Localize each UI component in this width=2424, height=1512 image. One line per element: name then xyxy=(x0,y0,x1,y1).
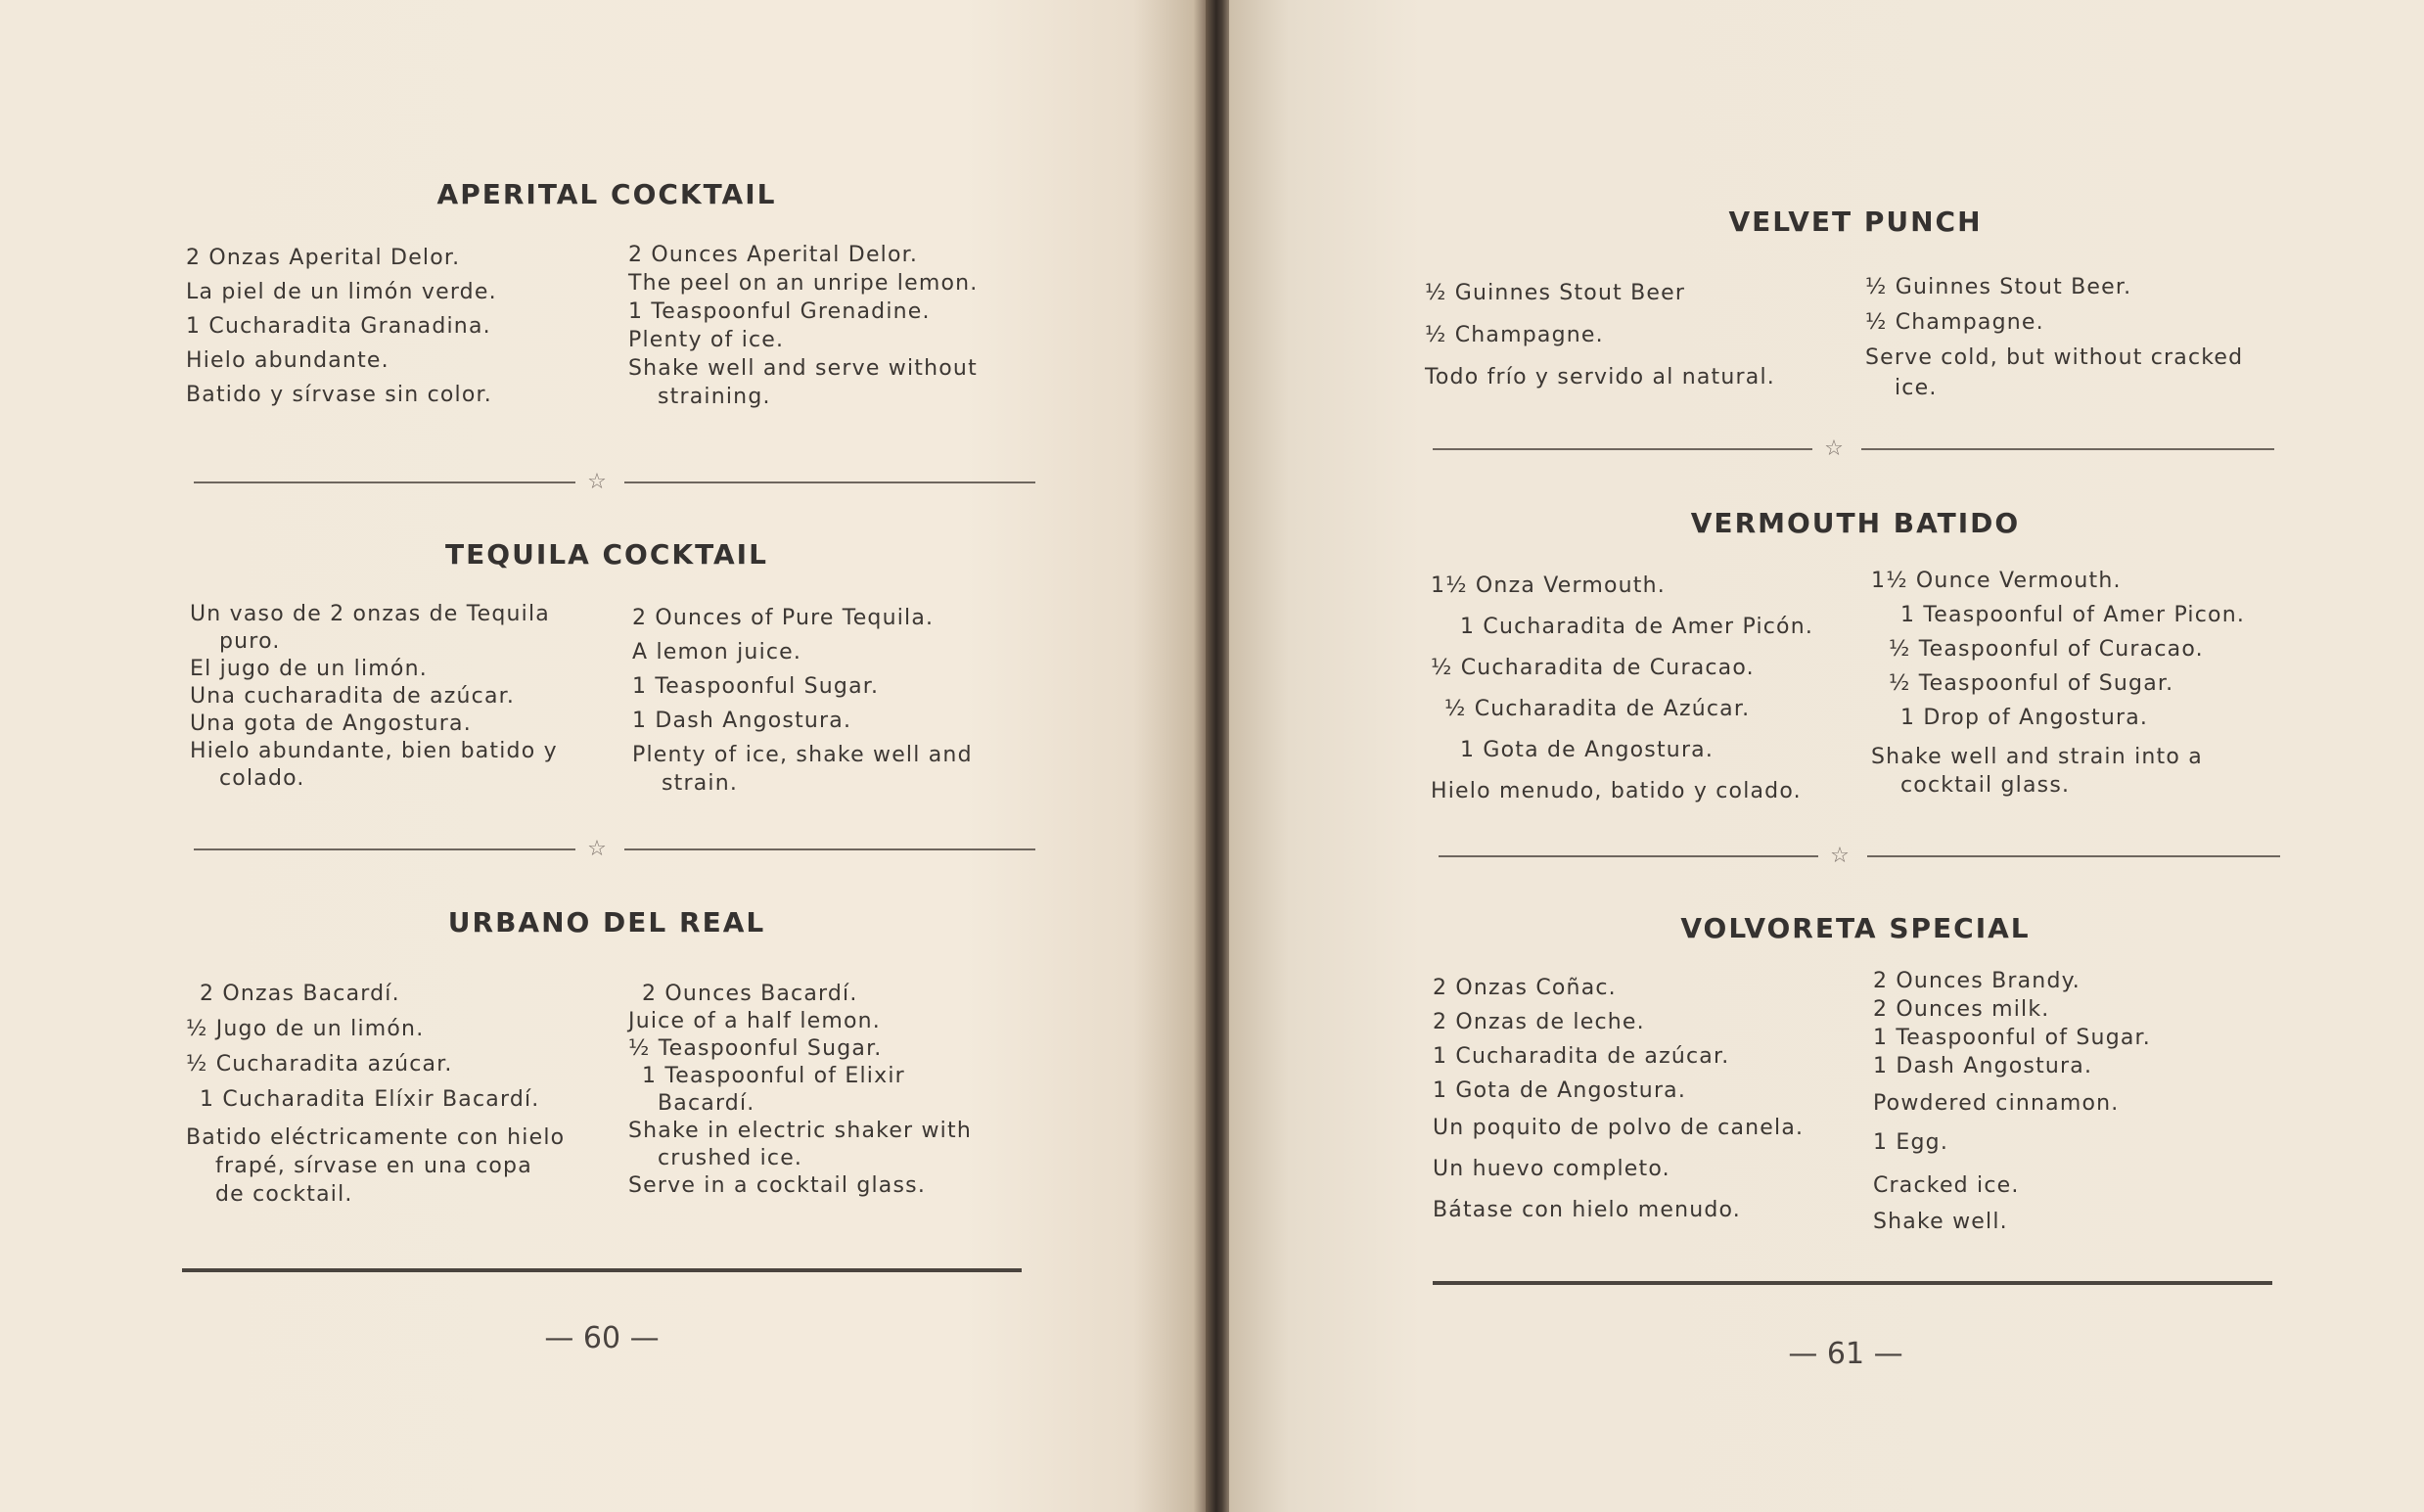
spanish-ingredients xyxy=(190,601,620,793)
ingredient-line: colado. xyxy=(219,766,305,791)
ingredient-line: Serve cold, but without cracked xyxy=(1865,345,2244,370)
ingredient-line: 2 Onzas Bacardí. xyxy=(200,982,400,1006)
ingredient-line: cocktail glass. xyxy=(1900,773,2071,798)
star-icon: ☆ xyxy=(587,470,607,494)
ingredient-line: Plenty of ice, shake well and xyxy=(632,743,973,767)
ingredient-line: 2 Onzas Aperital Delor. xyxy=(186,246,461,270)
ingredient-line: 1 Teaspoonful of Amer Picon. xyxy=(1900,603,2246,627)
ingredient-line: frapé, sírvase en una copa xyxy=(215,1154,532,1178)
ingredient-line: 2 Ounces Aperital Delor. xyxy=(628,243,919,267)
bottom-rule xyxy=(182,1268,1022,1272)
ingredient-line: Hielo menudo, batido y colado. xyxy=(1431,779,1802,803)
recipe-volvoreta-special xyxy=(1425,910,2286,1233)
spanish-ingredients xyxy=(1425,272,1855,398)
ingredient-line: 1 Gota de Angostura. xyxy=(1433,1078,1687,1103)
ingredient-line: 2 Ounces of Pure Tequila. xyxy=(632,606,935,630)
ingredient-line: A lemon juice. xyxy=(632,640,802,664)
ingredient-line: ½ Cucharadita de Azúcar. xyxy=(1444,697,1751,721)
ingredient-line: 1 Gota de Angostura. xyxy=(1460,738,1715,762)
spanish-ingredients xyxy=(1431,566,1871,812)
page-number: — 60 — xyxy=(544,1321,660,1355)
ingredient-line: ½ Teaspoonful of Sugar. xyxy=(1889,671,2174,696)
ingredient-line: 1 Dash Angostura. xyxy=(632,709,852,733)
ingredient-line: crushed ice. xyxy=(658,1146,803,1170)
recipe-tequila-cocktail xyxy=(176,536,1037,810)
ingredient-line: Hielo abundante. xyxy=(186,348,389,373)
ingredient-line: Hielo abundante, bien batido y xyxy=(190,739,558,763)
recipe-urbano-del-real xyxy=(176,904,1037,1217)
recipe-title: VOLVORETA SPECIAL xyxy=(1680,912,2031,944)
ingredient-line: ½ Cucharadita azúcar. xyxy=(186,1052,453,1077)
ingredient-line: 2 Ounces Bacardí. xyxy=(642,982,858,1006)
ingredient-line: puro. xyxy=(219,629,281,654)
ingredient-line: ½ Champagne. xyxy=(1865,310,2044,335)
ingredient-line: ½ Guinnes Stout Beer. xyxy=(1865,275,2132,299)
ingredient-line: Bátase con hielo menudo. xyxy=(1433,1198,1742,1222)
ingredient-line: ½ Cucharadita de Curacao. xyxy=(1431,656,1755,680)
ingredient-line: 1 Egg. xyxy=(1873,1130,1949,1155)
star-separator xyxy=(1439,842,2280,871)
ingredient-line: 2 Ounces Brandy. xyxy=(1873,969,2081,993)
ingredient-line: 1 Teaspoonful Sugar. xyxy=(632,674,880,699)
recipe-aperital-cocktail xyxy=(176,176,1037,421)
ingredient-line: ½ Teaspoonful of Curacao. xyxy=(1889,637,2204,662)
recipe-vermouth-batido xyxy=(1425,505,2286,818)
bottom-rule xyxy=(1433,1281,2272,1285)
ingredient-line: ½ Guinnes Stout Beer xyxy=(1425,281,1686,305)
ingredient-line: 1 Teaspoonful of Sugar. xyxy=(1873,1026,2151,1050)
english-ingredients xyxy=(1865,270,2286,401)
left-page xyxy=(0,0,1206,1512)
ingredient-line: 1 Dash Angostura. xyxy=(1873,1054,2093,1078)
ingredient-line: 1½ Ounce Vermouth. xyxy=(1871,569,2122,593)
english-ingredients xyxy=(1873,967,2294,1239)
ingredient-line: Un poquito de polvo de canela. xyxy=(1433,1116,1805,1140)
ingredient-line: Batido y sírvase sin color. xyxy=(186,383,492,407)
ingredient-line: 1 Cucharadita de azúcar. xyxy=(1433,1044,1730,1069)
ingredient-line: Plenty of ice. xyxy=(628,328,785,352)
ingredient-line: strain. xyxy=(662,771,739,796)
ingredient-line: Todo frío y servido al natural. xyxy=(1425,365,1775,389)
ingredient-line: ice. xyxy=(1895,376,1938,400)
page-number: — 61 — xyxy=(1788,1337,1903,1371)
spanish-ingredients xyxy=(1433,971,1873,1231)
ingredient-line: 2 Onzas de leche. xyxy=(1433,1010,1645,1034)
ingredient-line: The peel on an unripe lemon. xyxy=(628,271,979,296)
star-icon: ☆ xyxy=(587,837,607,861)
spanish-ingredients xyxy=(186,977,617,1209)
ingredient-line: Juice of a half lemon. xyxy=(628,1009,881,1033)
ingredient-line: ½ Jugo de un limón. xyxy=(186,1017,425,1041)
spanish-ingredients xyxy=(186,241,617,412)
recipe-title: TEQUILA COCKTAIL xyxy=(445,538,768,571)
recipe-title: APERITAL COCKTAIL xyxy=(436,178,777,210)
ingredient-line: ½ Champagne. xyxy=(1425,323,1604,347)
ingredient-line: Batido eléctricamente con hielo xyxy=(186,1125,566,1150)
ingredient-line: 1 Teaspoonful of Elixir xyxy=(642,1064,905,1088)
ingredient-line: Un huevo completo. xyxy=(1433,1157,1670,1181)
ingredient-line: Una gota de Angostura. xyxy=(190,711,472,736)
ingredient-line: 1 Cucharadita de Amer Picón. xyxy=(1460,615,1814,639)
star-separator xyxy=(1433,435,2274,464)
ingredient-line: 1 Cucharadita Granadina. xyxy=(186,314,491,339)
ingredient-line: Powdered cinnamon. xyxy=(1873,1091,2120,1116)
ingredient-line: Serve in a cocktail glass. xyxy=(628,1173,927,1198)
ingredient-line: Bacardí. xyxy=(658,1091,755,1116)
english-ingredients xyxy=(628,981,1039,1200)
ingredient-line: Shake well and serve without xyxy=(628,356,978,381)
ingredient-line: Cracked ice. xyxy=(1873,1173,2020,1198)
recipe-title: VELVET PUNCH xyxy=(1728,206,1983,238)
ingredient-line: 1 Cucharadita Elíxir Bacardí. xyxy=(200,1087,540,1112)
star-separator xyxy=(194,468,1035,497)
ingredient-line: La piel de un limón verde. xyxy=(186,280,497,304)
english-ingredients xyxy=(1871,564,2292,800)
english-ingredients xyxy=(632,601,1043,801)
star-separator xyxy=(194,835,1035,864)
star-icon: ☆ xyxy=(1824,436,1844,461)
ingredient-line: Shake well. xyxy=(1873,1210,2008,1234)
ingredient-line: 1 Drop of Angostura. xyxy=(1900,706,2149,730)
star-icon: ☆ xyxy=(1830,844,1850,868)
ingredient-line: 2 Onzas Coñac. xyxy=(1433,976,1617,1000)
right-page xyxy=(1229,0,2424,1512)
ingredient-line: 1 Teaspoonful Grenadine. xyxy=(628,299,931,324)
ingredient-line: El jugo de un limón. xyxy=(190,657,428,681)
ingredient-line: 1½ Onza Vermouth. xyxy=(1431,573,1666,598)
recipe-velvet-punch xyxy=(1425,204,2286,419)
ingredient-line: Shake well and strain into a xyxy=(1871,745,2203,769)
recipe-title: URBANO DEL REAL xyxy=(447,906,766,939)
ingredient-line: Una cucharadita de azúcar. xyxy=(190,684,516,709)
ingredient-line: straining. xyxy=(658,385,771,409)
ingredient-line: ½ Teaspoonful Sugar. xyxy=(628,1036,883,1061)
ingredient-line: 2 Ounces milk. xyxy=(1873,997,2050,1022)
ingredient-line: Un vaso de 2 onzas de Tequila xyxy=(190,602,550,626)
ingredient-line: de cocktail. xyxy=(215,1182,353,1207)
ingredient-line: Shake in electric shaker with xyxy=(628,1119,972,1143)
book-spine xyxy=(1206,0,1229,1512)
english-ingredients xyxy=(628,241,1039,411)
recipe-title: VERMOUTH BATIDO xyxy=(1690,507,2021,539)
